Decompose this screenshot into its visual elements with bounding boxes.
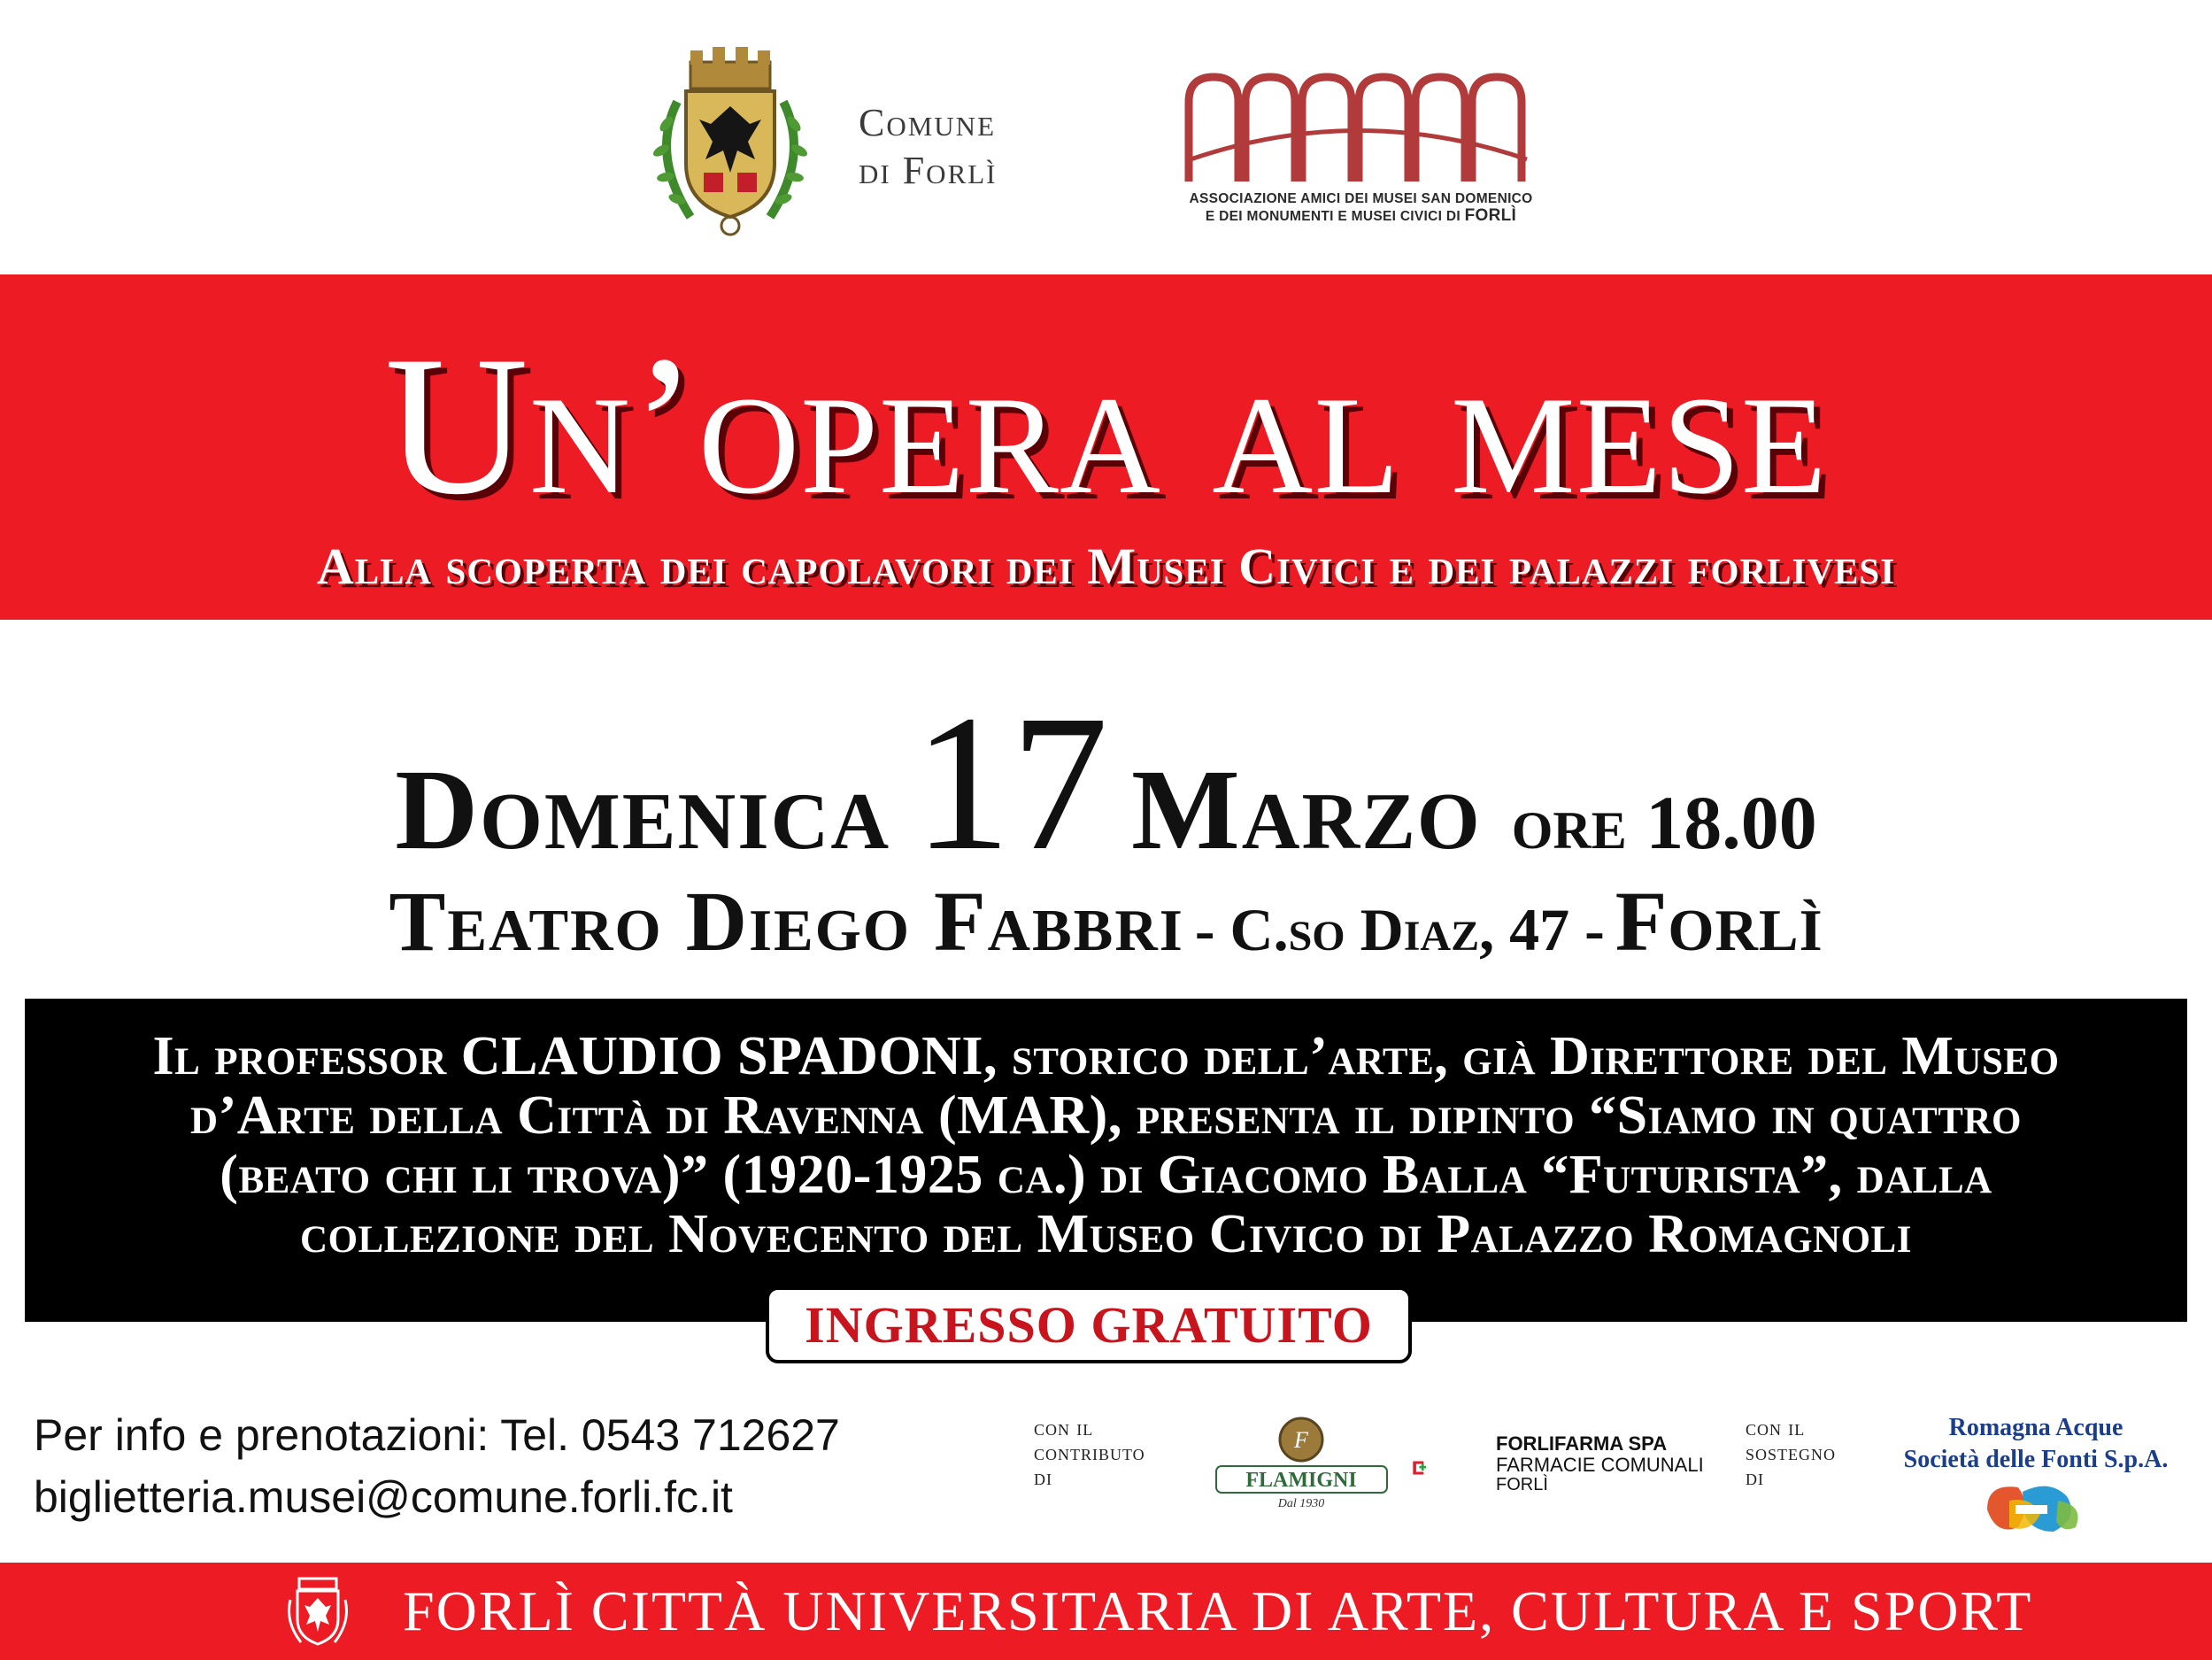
footer-slogan: FORLÌ CITTÀ UNIVERSITARIA DI ARTE, CULTURA E SPORT: [403, 1579, 2033, 1642]
comune-crest-logo: [642, 40, 819, 243]
event-month: Marzo: [1131, 746, 1482, 874]
venue-name: Teatro Diego Fabbri: [389, 874, 1184, 969]
supporter-label-line: con il: [1746, 1417, 1806, 1440]
free-entry-badge: INGRESSO GRATUITO: [766, 1286, 1412, 1363]
comune-line2: di Forlì: [859, 149, 998, 192]
event-day-name: Domenica: [395, 746, 891, 874]
description-line: collezione del Novecento del Museo Civico di Palazzo Romagnoli: [300, 1204, 1912, 1264]
info-email[interactable]: biglietteria.musei@comune.forli.fc.it: [34, 1472, 733, 1522]
description-text: [53, 1027, 2159, 1264]
supporter-label: [1746, 1417, 1887, 1491]
romagna-acque-name: Romagna Acque: [1948, 1414, 2123, 1441]
info-phone: Per info e prenotazioni: Tel. 0543 712627: [34, 1410, 840, 1460]
amici-caption-city: FORLÌ: [1464, 206, 1517, 225]
forlifarma-city: FORLÌ: [1496, 1475, 1548, 1494]
forlifarma-title: FORLIFARMA SPA: [1496, 1432, 1668, 1455]
venue-city: Forlì: [1615, 874, 1823, 969]
amici-caption-text: E DEI MONUMENTI E MUSEI CIVICI DI: [1205, 209, 1465, 224]
event-date: [0, 671, 2212, 891]
supporter-label-line: sostegno: [1746, 1441, 1837, 1465]
event-time: ore 18.00: [1511, 780, 1817, 865]
amici-musei-arches-logo: [1182, 66, 1536, 186]
subtitle: Alla scoperta dei capolavori dei Musei Civici e dei palazzi forlivesi: [316, 537, 1896, 595]
footer-crest-icon: [281, 1573, 354, 1653]
amici-caption-line1: ASSOCIAZIONE AMICI DEI MUSEI SAN DOMENICO: [1189, 191, 1533, 206]
svg-text:F: F: [1294, 1427, 1308, 1453]
comune-line1: Comune: [859, 101, 997, 144]
event-day-number: 17: [913, 675, 1109, 891]
forlifarma-subtitle: FARMACIE COMUNALI: [1496, 1454, 1704, 1476]
comune-name: [859, 99, 1062, 195]
flamigni-name: FLAMIGNI: [1245, 1469, 1357, 1492]
flamigni-since: Dal 1930: [1277, 1497, 1325, 1510]
amici-caption: [1177, 190, 1545, 225]
description-line: Il professor CLAUDIO SPADONI, storico dell’arte, già Direttore del Museo: [152, 1026, 2060, 1086]
description-line: (beato chi li trova)” (1920-1925 ca.) di Giacomo Balla “Futurista”, dalla: [220, 1145, 1992, 1205]
romagna-acque-company: Società delle Fonti S.p.A.: [1903, 1446, 2169, 1473]
contributor-label-line: contributo: [1034, 1441, 1145, 1465]
supporter-label-line: di: [1746, 1466, 1764, 1490]
contributor-label: [1034, 1417, 1193, 1491]
main-title: Un’opera al mese: [384, 314, 1828, 536]
forlifarma-cross-logo: [1412, 1432, 1483, 1503]
contributor-label-line: con il: [1034, 1417, 1094, 1440]
amici-caption-line2: [1177, 207, 1545, 225]
artbonus-logo: [1969, 1479, 2093, 1540]
event-venue: [0, 872, 2212, 970]
flamigni-logo: [1211, 1415, 1392, 1512]
contributor-label-line: di: [1034, 1466, 1052, 1490]
venue-address: - C.so Diaz, 47 -: [1194, 896, 1605, 963]
description-line: d’Arte della Città di Ravenna (MAR), presenta il dipinto “Siamo in quattro: [190, 1085, 2022, 1146]
